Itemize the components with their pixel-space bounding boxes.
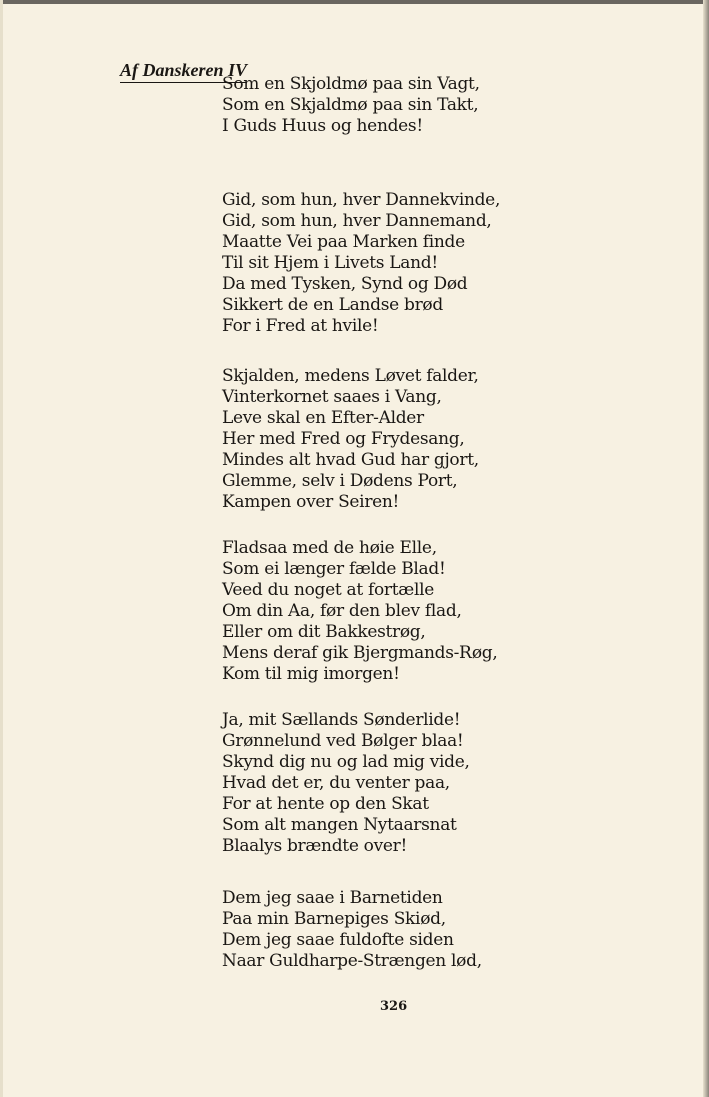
verse-line: Eller om dit Bakkestrøg, bbox=[222, 622, 426, 642]
verse-line: Sikkert de en Landse brød bbox=[222, 295, 443, 315]
verse-line: For at hente op den Skat bbox=[222, 794, 429, 814]
page-right-edge bbox=[703, 0, 709, 1097]
verse-line: Maatte Vei paa Marken finde bbox=[222, 232, 465, 252]
verse-line: Skynd dig nu og lad mig vide, bbox=[222, 752, 470, 772]
verse-line: Som ei længer fælde Blad! bbox=[222, 559, 446, 579]
verse-line: Paa min Barnepiges Skiød, bbox=[222, 909, 446, 929]
page-number: 326 bbox=[380, 999, 408, 1014]
stanza bbox=[222, 710, 470, 857]
verse-line: Til sit Hjem i Livets Land! bbox=[222, 253, 438, 273]
verse-line: Om din Aa, før den blev flad, bbox=[222, 601, 462, 621]
verse-line: Gid, som hun, hver Dannekvinde, bbox=[222, 190, 501, 210]
verse-line: Kom til mig imorgen! bbox=[222, 664, 400, 684]
verse-line: Som en Skjaldmø paa sin Takt, bbox=[222, 95, 479, 115]
page-left-edge bbox=[0, 0, 3, 1097]
verse-line: Blaalys brændte over! bbox=[222, 836, 408, 856]
verse-line: Gid, som hun, hver Dannemand, bbox=[222, 211, 492, 231]
stanza bbox=[222, 538, 498, 685]
verse-line: Vinterkornet saaes i Vang, bbox=[222, 387, 442, 407]
verse-line: Skjalden, medens Løvet falder, bbox=[222, 366, 479, 386]
verse-line: Som en Skjoldmø paa sin Vagt, bbox=[222, 74, 480, 94]
verse-line: Her med Fred og Frydesang, bbox=[222, 429, 465, 449]
verse-line: Naar Guldharpe-Strængen lød, bbox=[222, 951, 482, 971]
verse-line: Ja, mit Sællands Sønderlide! bbox=[222, 710, 461, 730]
verse-line: Hvad det er, du venter paa, bbox=[222, 773, 450, 793]
stanza bbox=[222, 74, 480, 137]
verse-line: Fladsaa med de høie Elle, bbox=[222, 538, 437, 558]
verse-line: Dem jeg saae fuldofte siden bbox=[222, 930, 454, 950]
page-top-edge bbox=[0, 0, 709, 4]
verse-line: For i Fred at hvile! bbox=[222, 316, 379, 336]
verse-line: Som alt mangen Nytaarsnat bbox=[222, 815, 457, 835]
stanza bbox=[222, 888, 482, 972]
stanza bbox=[222, 190, 500, 337]
verse-line: Veed du noget at fortælle bbox=[222, 580, 434, 600]
verse-line: Da med Tysken, Synd og Død bbox=[222, 274, 468, 294]
running-header: Af Danskeren IV bbox=[120, 60, 247, 83]
verse-line: I Guds Huus og hendes! bbox=[222, 116, 423, 136]
verse-line: Kampen over Seiren! bbox=[222, 492, 400, 512]
verse-line: Grønnelund ved Bølger blaa! bbox=[222, 731, 464, 751]
verse-line: Mens deraf gik Bjergmands-Røg, bbox=[222, 643, 498, 663]
verse-line: Dem jeg saae i Barnetiden bbox=[222, 888, 443, 908]
verse-line: Mindes alt hvad Gud har gjort, bbox=[222, 450, 479, 470]
stanza bbox=[222, 366, 479, 513]
verse-line: Leve skal en Efter-Alder bbox=[222, 408, 424, 428]
verse-line: Glemme, selv i Dødens Port, bbox=[222, 471, 458, 491]
